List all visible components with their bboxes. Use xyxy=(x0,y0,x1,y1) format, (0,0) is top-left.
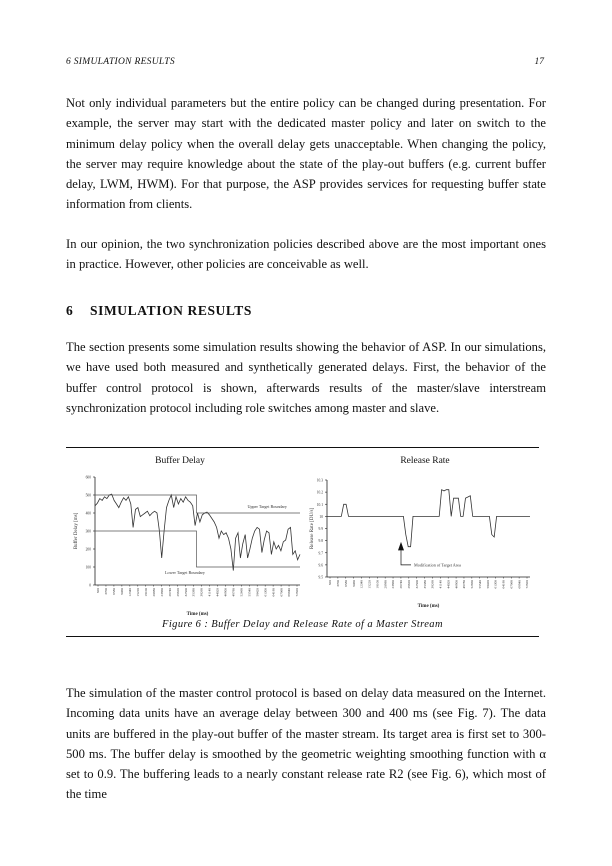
x-tick-label: 32500 xyxy=(183,588,188,597)
x-tick-label: 23860 xyxy=(159,588,164,597)
x-tick-label: 6580 xyxy=(343,580,348,587)
paragraph-master-simulation xyxy=(66,683,546,805)
figure-caption: Figure 6 : Buffer Delay and Release Rate of a Master Stream xyxy=(162,619,443,630)
paragraph-text: The simulation of the master control protocol is based on delay data measured on the Internet. Incoming data units have an average delay between 300 and 400 ms (see Fig. 7). The data units are buffered in the play-out buffer of the master stream. Its target area is first set to 300-500 ms. The buffer delay is smoothed by the geometric weighting smoothing function with α set to 0.9. The buffering leads to a nearly constant release rate R2 (see Fig. 6), which most of the time xyxy=(66,686,546,802)
x-tick-label: 46900 xyxy=(454,580,459,589)
x-tick-label: 35380 xyxy=(191,588,196,597)
running-header xyxy=(66,57,546,71)
y-tick-label: 500 xyxy=(85,493,91,498)
y-tick-label: 0 xyxy=(89,583,91,588)
y-tick-label: 100 xyxy=(85,565,91,570)
paragraph-text: The section presents some simulation results showing the behavior of ASP. In our simulations, we have used both measured and synthetically generated delays. First, the behavior of the buffer control protocol is shown, afterwards results of the master/slave interstream synchronization protocol including role switches among master and slave. xyxy=(66,340,546,415)
figure-bottom-rule xyxy=(66,636,539,637)
x-tick-label: 18100 xyxy=(375,580,380,589)
y-tick-label: 9.8 xyxy=(318,539,323,544)
chart-title-buffer-delay: Buffer Delay xyxy=(155,456,205,466)
x-tick-label: 61300 xyxy=(493,580,498,589)
upper-target-boundary-label: Upper Target Boundary xyxy=(247,504,287,509)
page-number: 17 xyxy=(534,57,544,67)
y-tick-label: 10.3 xyxy=(316,478,323,483)
x-tick-label: 41140 xyxy=(207,588,212,597)
x-tick-label: 52660 xyxy=(239,588,244,597)
y-tick-label: 9.9 xyxy=(318,527,323,531)
x-axis-label: Time (ms) xyxy=(417,604,440,609)
x-tick-label: 49780 xyxy=(462,580,467,589)
x-tick-label: 820 xyxy=(328,580,333,586)
x-tick-label: 69940 xyxy=(287,588,292,597)
x-tick-label: 20980 xyxy=(151,588,156,597)
x-tick-label: 15220 xyxy=(136,588,140,597)
y-tick-label: 10.2 xyxy=(316,490,323,495)
x-tick-label: 64180 xyxy=(501,580,506,589)
x-tick-label: 58420 xyxy=(485,580,490,589)
x-tick-label: 55540 xyxy=(247,588,252,597)
x-tick-label: 44020 xyxy=(215,588,220,597)
x-tick-label: 15220 xyxy=(367,580,372,589)
x-axis-label: Time (ms) xyxy=(186,612,209,617)
x-tick-label: 26740 xyxy=(167,588,172,597)
x-tick-label: 35380 xyxy=(422,580,427,589)
x-tick-label: 67060 xyxy=(509,580,514,589)
x-tick-label: 29620 xyxy=(175,588,180,597)
x-tick-label: 44020 xyxy=(446,580,451,589)
y-axis-label: Release Rate [DU/s] xyxy=(310,507,315,550)
x-tick-label: 32500 xyxy=(414,580,419,589)
series-line xyxy=(327,490,530,547)
y-tick-label: 200 xyxy=(85,547,91,552)
x-tick-label: 72820 xyxy=(295,588,300,597)
x-tick-label: 820 xyxy=(96,588,101,594)
x-tick-label: 9460 xyxy=(351,580,356,587)
x-tick-label: 18100 xyxy=(143,588,148,597)
buffer-delay-chart xyxy=(55,470,305,617)
y-axis-label: Buffer Delay [ms] xyxy=(74,512,79,550)
x-tick-label: 3700 xyxy=(104,588,109,595)
paragraph-text: In our opinion, the two synchronization policies described above are the most important ones in practice. However, other policies are conceivable as well. xyxy=(66,237,546,272)
figure-top-rule xyxy=(66,447,539,448)
x-tick-label: 12340 xyxy=(128,588,133,597)
x-tick-label: 64180 xyxy=(271,588,276,597)
x-tick-label: 69940 xyxy=(517,580,522,589)
x-tick-label: 41140 xyxy=(438,580,443,589)
section-number: 6 xyxy=(66,303,74,318)
arrow-line xyxy=(401,550,411,565)
chart-title-release-rate: Release Rate xyxy=(400,456,450,466)
x-tick-label: 49780 xyxy=(231,588,236,597)
x-tick-label: 58420 xyxy=(255,588,260,597)
section-heading xyxy=(66,303,252,319)
y-tick-label: 10 xyxy=(319,514,323,519)
x-tick-label: 26740 xyxy=(399,580,404,589)
x-tick-label: 67060 xyxy=(279,588,284,597)
x-tick-label: 20980 xyxy=(383,580,388,589)
section-intro xyxy=(66,337,546,418)
y-tick-label: 9.5 xyxy=(318,575,323,580)
x-tick-label: 55540 xyxy=(477,580,482,589)
x-tick-label: 29620 xyxy=(407,580,411,589)
y-tick-label: 9.7 xyxy=(318,551,323,556)
arrow-head-icon xyxy=(398,542,404,550)
x-tick-label: 38260 xyxy=(199,588,204,597)
x-tick-label: 12340 xyxy=(359,580,364,589)
x-tick-label: 9460 xyxy=(120,588,125,595)
x-tick-label: 72820 xyxy=(525,580,530,589)
y-tick-label: 10.1 xyxy=(316,502,323,507)
x-tick-label: 3700 xyxy=(336,580,341,587)
y-tick-label: 600 xyxy=(85,475,91,480)
lower-target-boundary-label: Lower Target Boundary xyxy=(165,570,206,575)
y-tick-label: 400 xyxy=(85,511,91,516)
x-tick-label: 6580 xyxy=(112,588,117,595)
paragraph-opinion xyxy=(66,234,546,275)
running-header-section: 6 SIMULATION RESULTS xyxy=(66,57,175,67)
x-tick-label: 23860 xyxy=(391,580,396,589)
y-tick-label: 300 xyxy=(85,529,91,534)
x-tick-label: 46900 xyxy=(223,588,228,597)
release-rate-chart xyxy=(305,470,555,610)
modification-target-area-label: Modification of Target Area xyxy=(414,562,461,568)
paragraph-policy-change xyxy=(66,93,546,215)
paragraph-text: Not only individual parameters but the entire policy can be changed during presentation. For example, the server may start with the dedicated master policy and later on switch to the minimum delay policy when the overall delay gets unacceptable. When changing the policy, the server may require knowledge about the state of the play-out buffers (e.g. current buffer delay, LWM, HWM). For that purpose, the ASP provides services for requesting buffer state information from clients. xyxy=(66,96,546,212)
section-title: SIMULATION RESULTS xyxy=(90,303,252,318)
y-tick-label: 9.6 xyxy=(318,563,323,568)
x-tick-label: 38260 xyxy=(430,580,435,589)
x-tick-label: 52660 xyxy=(470,580,475,589)
x-tick-label: 61300 xyxy=(263,588,268,597)
